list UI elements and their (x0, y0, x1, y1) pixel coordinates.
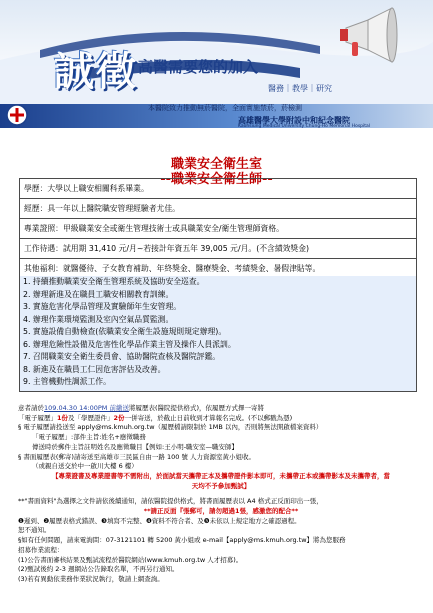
hospital-name-en: Kaohsiung Medical University Chung-Ho Memorial Hospital (238, 124, 371, 128)
no-smoking-slogan: 本醫院致力推動無菸醫院，全面實施禁菸，菸檢測 (148, 104, 302, 112)
format-note-emphasis: **請正反面『張郵可，請勿超過1張，感激您的配合** (143, 507, 299, 516)
deadline-line: 意者請於109.04.30 14:00PM 前繳送將履歷表(醫院提供格式)，依履歷方式擇一寄將 (18, 404, 265, 412)
duty-item: 3. 實施危害化學品管理及實驗師年生安管理。 (23, 302, 182, 311)
red-note-line2: 天均不予參加甄試】 (191, 481, 251, 490)
salary-row: 工作待遇：試用期 31,410 元/月~若接計年資五年 39,005 元/月。(不含績效獎金) (20, 239, 417, 259)
format-note: **"書面資料"為選擇之文件請依後續通知，請依醫院提供格式，將書面履歷表以 A4 格式正反面印出一張， (18, 497, 323, 506)
documents-line: 「電子履歷」1份及「學歷證件」2份一併寄送，於截止日前收到才算報名完成。(不以郵戳為憑) (18, 413, 293, 422)
unit-title: 職業安全衛生室 (170, 157, 262, 172)
process-step-1: (1)公告書面審核結果及甄試流程於醫院網站(www.kmuh.org.tw 人才招募)。 (18, 555, 243, 564)
banner-fields: 醫務｜教學｜研究 (268, 84, 332, 93)
position-title: --職業安全衛生師-- (160, 172, 273, 187)
email-line: § 電子履歷請投送至 apply@ms.kmuh.org.tw（履歷檔請限制於 1MB 以內，否則將無法開啟檔案資料） (18, 423, 323, 432)
email-subject: 「電子履歷」:部件主旨:姓名+應徵職務 (32, 433, 146, 442)
license-row: 專業證照：甲級職業安全或衛生管理技術士或具職業安全/衛生管理師資格。 (20, 219, 417, 239)
experience-row: 經歷：具一年以上醫院職安管理經驗者尤佳。 (20, 199, 417, 219)
benefits-row: 其他福利：就醫優待、子女教育補助、年終獎金、醫療獎金、考績獎金、暑假津貼等。 (20, 259, 417, 279)
application-section (18, 404, 424, 585)
duty-item: 9. 主管機動性調派工作。 (23, 377, 111, 386)
duty-item: 4. 辦理作業環境監測及室內空氣品質監測。 (23, 314, 174, 324)
banner-big-title: 誠徵 (54, 48, 138, 95)
duty-item: 8. 新進及在職員工仁因危害評估及改善。 (23, 364, 166, 374)
red-note-line1: 【專業證書及專業證書等不需附出，於面試當天攜帶正本及攜帶證件影本即可，未攜帶正本或攜帶影本及未攜帶者，當 (52, 471, 390, 480)
mail-note: （或親自送交於中一啟川大樓 6 樓） (32, 462, 138, 471)
hospital-logo-icon (6, 104, 28, 126)
duty-item: 6. 辦理危險性設備及危害性化學品作業主管及操作人員派訓。 (23, 339, 236, 349)
email-note: 傳送時於郵件主旨註明姓名及應徵職目【例如:王小明-職安室—職安師】 (32, 442, 239, 451)
recruitment-banner (0, 0, 433, 128)
deadline-date: 109.04.30 14:00PM 前繳送 (44, 404, 129, 412)
process-step-3: (3)若有異動依業務作業狀況執行，敬請上網查詢。 (18, 574, 164, 583)
megaphone-icon (338, 6, 402, 64)
hospital-name-zh: 高雄醫學大學附設中和紀念醫院 (238, 116, 350, 125)
banner-tagline: 高醫需要您的加入 (138, 58, 259, 76)
duty-item: 5. 實施設備自動檢查(依職業安全衛生設施規則規定辦理)。 (23, 327, 227, 336)
education-row: 學歷：大學以上職安相關科系畢業。 (20, 179, 417, 199)
duty-item: 2. 辦理新進及在職員工職安相關教育訓練。 (23, 289, 174, 299)
process-heading: 招募作業流程： (18, 545, 64, 554)
disqualify-note-end: 恕不通知。 (18, 526, 51, 535)
duty-item: 1. 持續推動職業安全衛生管理系統及協助安全巡查。 (23, 277, 205, 286)
duties-list (19, 276, 417, 392)
duty-item: 7. 召開職業安全衛生委員會、協助醫院查核及醫院評鑑。 (23, 352, 221, 361)
process-step-2: (2)甄試後約 2-3 週網站公告錄取名單，不再另行通知。 (18, 565, 179, 574)
disqualify-note: ❶遲到、❷履歷表格式錯誤、❸填寫不完整、❹資料不符合者、及❺未依以上規定地方之確認過程。 (18, 516, 301, 525)
mail-line: § 書面履歷表(郵寄)請寄送至高雄市三民區自由一路 100 號 人力資源室黃小姐收。 (18, 452, 255, 461)
contact-line: §如有任何問題，請來電詢問：07-3121101 轉 5200 黃小姐或 e-mail【apply@ms.kmuh.org.tw】將為您服務 (18, 536, 346, 545)
